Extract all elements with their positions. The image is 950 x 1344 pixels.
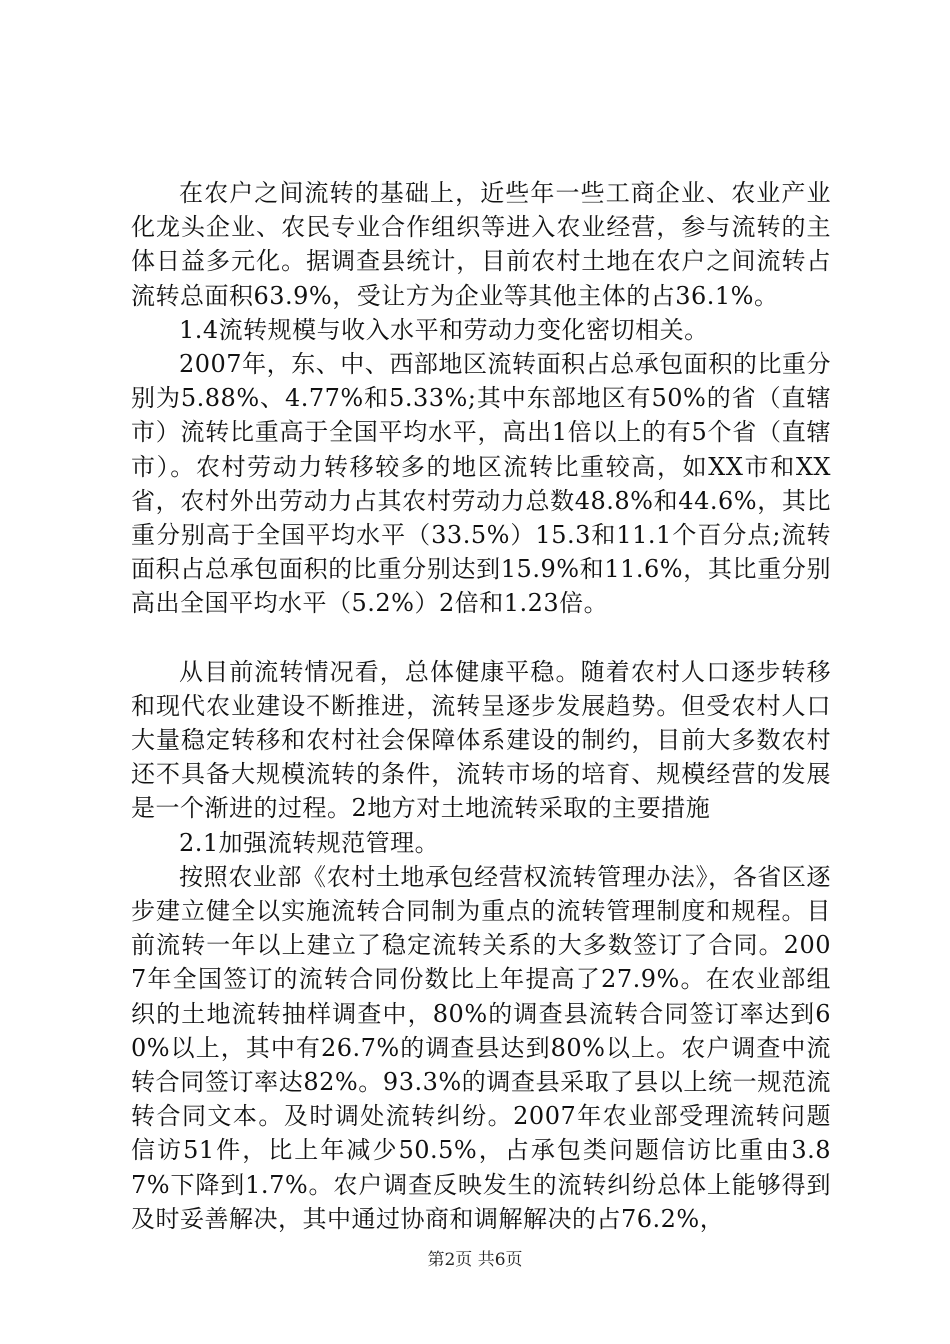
- section-heading-2-1: 2.1加强流转规范管理。: [179, 828, 440, 857]
- section-heading-1-4: 1.4流转规模与收入水平和劳动力变化密切相关。: [179, 315, 709, 344]
- paragraph-overall-situation: 从目前流转情况看，总体健康平稳。随着农村人口逐步转移和现代农业建设不断推进，流转呈逐步发展趋势。但受农村人口大量稳定转移和农村社会保障体系建设的制约，目前大多数农村还不具备大规模流转的条件，流转市场的培育、规模经营的发展是一个渐进的过程。2地方对土地流转采取的主要措施: [131, 657, 831, 823]
- document-body: [131, 176, 831, 1236]
- page-footer: 第2页 共6页: [427, 1250, 523, 1270]
- paragraph-diversified-entities: 在农户之间流转的基础上，近些年一些工商企业、农业产业化龙头企业、农民专业合作组织等进入农业经营，参与流转的主体日益多元化。据调查县统计，目前农村土地在农户之间流转占流转总面积63.9%，受让方为企业等其他主体的占36.1%。: [131, 179, 831, 310]
- paragraph-gap: [131, 621, 831, 655]
- paragraph-contract-management: 按照农业部《农村土地承包经营权流转管理办法》，各省区逐步建立健全以实施流转合同制为重点的流转管理制度和规程。目前流转一年以上建立了稳定流转关系的大多数签订了合同。2007年全国签订的流转合同份数比上年提高了27.9%。在农业部组织的土地流转抽样调查中，80%的调查县流转合同签订率达到60%以上，其中有26.7%的调查县达到80%以上。农户调查中流转合同签订率达82%。93.3%的调查县采取了县以上统一规范流转合同文本。及时调处流转纠纷。2007年农业部受理流转问题信访51件，比上年减少50.5%，占承包类问题信访比重由3.87%下降到1.7%。农户调查反映发生的流转纠纷总体上能够得到及时妥善解决，其中通过协商和调解解决的占76.2%，: [131, 862, 831, 1233]
- paragraph-regional-transfer-ratio: 2007年，东、中、西部地区流转面积占总承包面积的比重分别为5.88%、4.77%和5.33%;其中东部地区有50%的省（直辖市）流转比重高于全国平均水平，高出1倍以上的有5个省（直辖市）。农村劳动力转移较多的地区流转比重较高，如XX市和XX省，农村外出劳动力占其农村劳动力总数48.8%和44.6%，其比重分别高于全国平均水平（33.5%）15.3和11.1个百分点;流转面积占总承包面积的比重分别达到15.9%和11.6%，其比重分别高出全国平均水平（5.2%）2倍和1.23倍。: [131, 350, 831, 618]
